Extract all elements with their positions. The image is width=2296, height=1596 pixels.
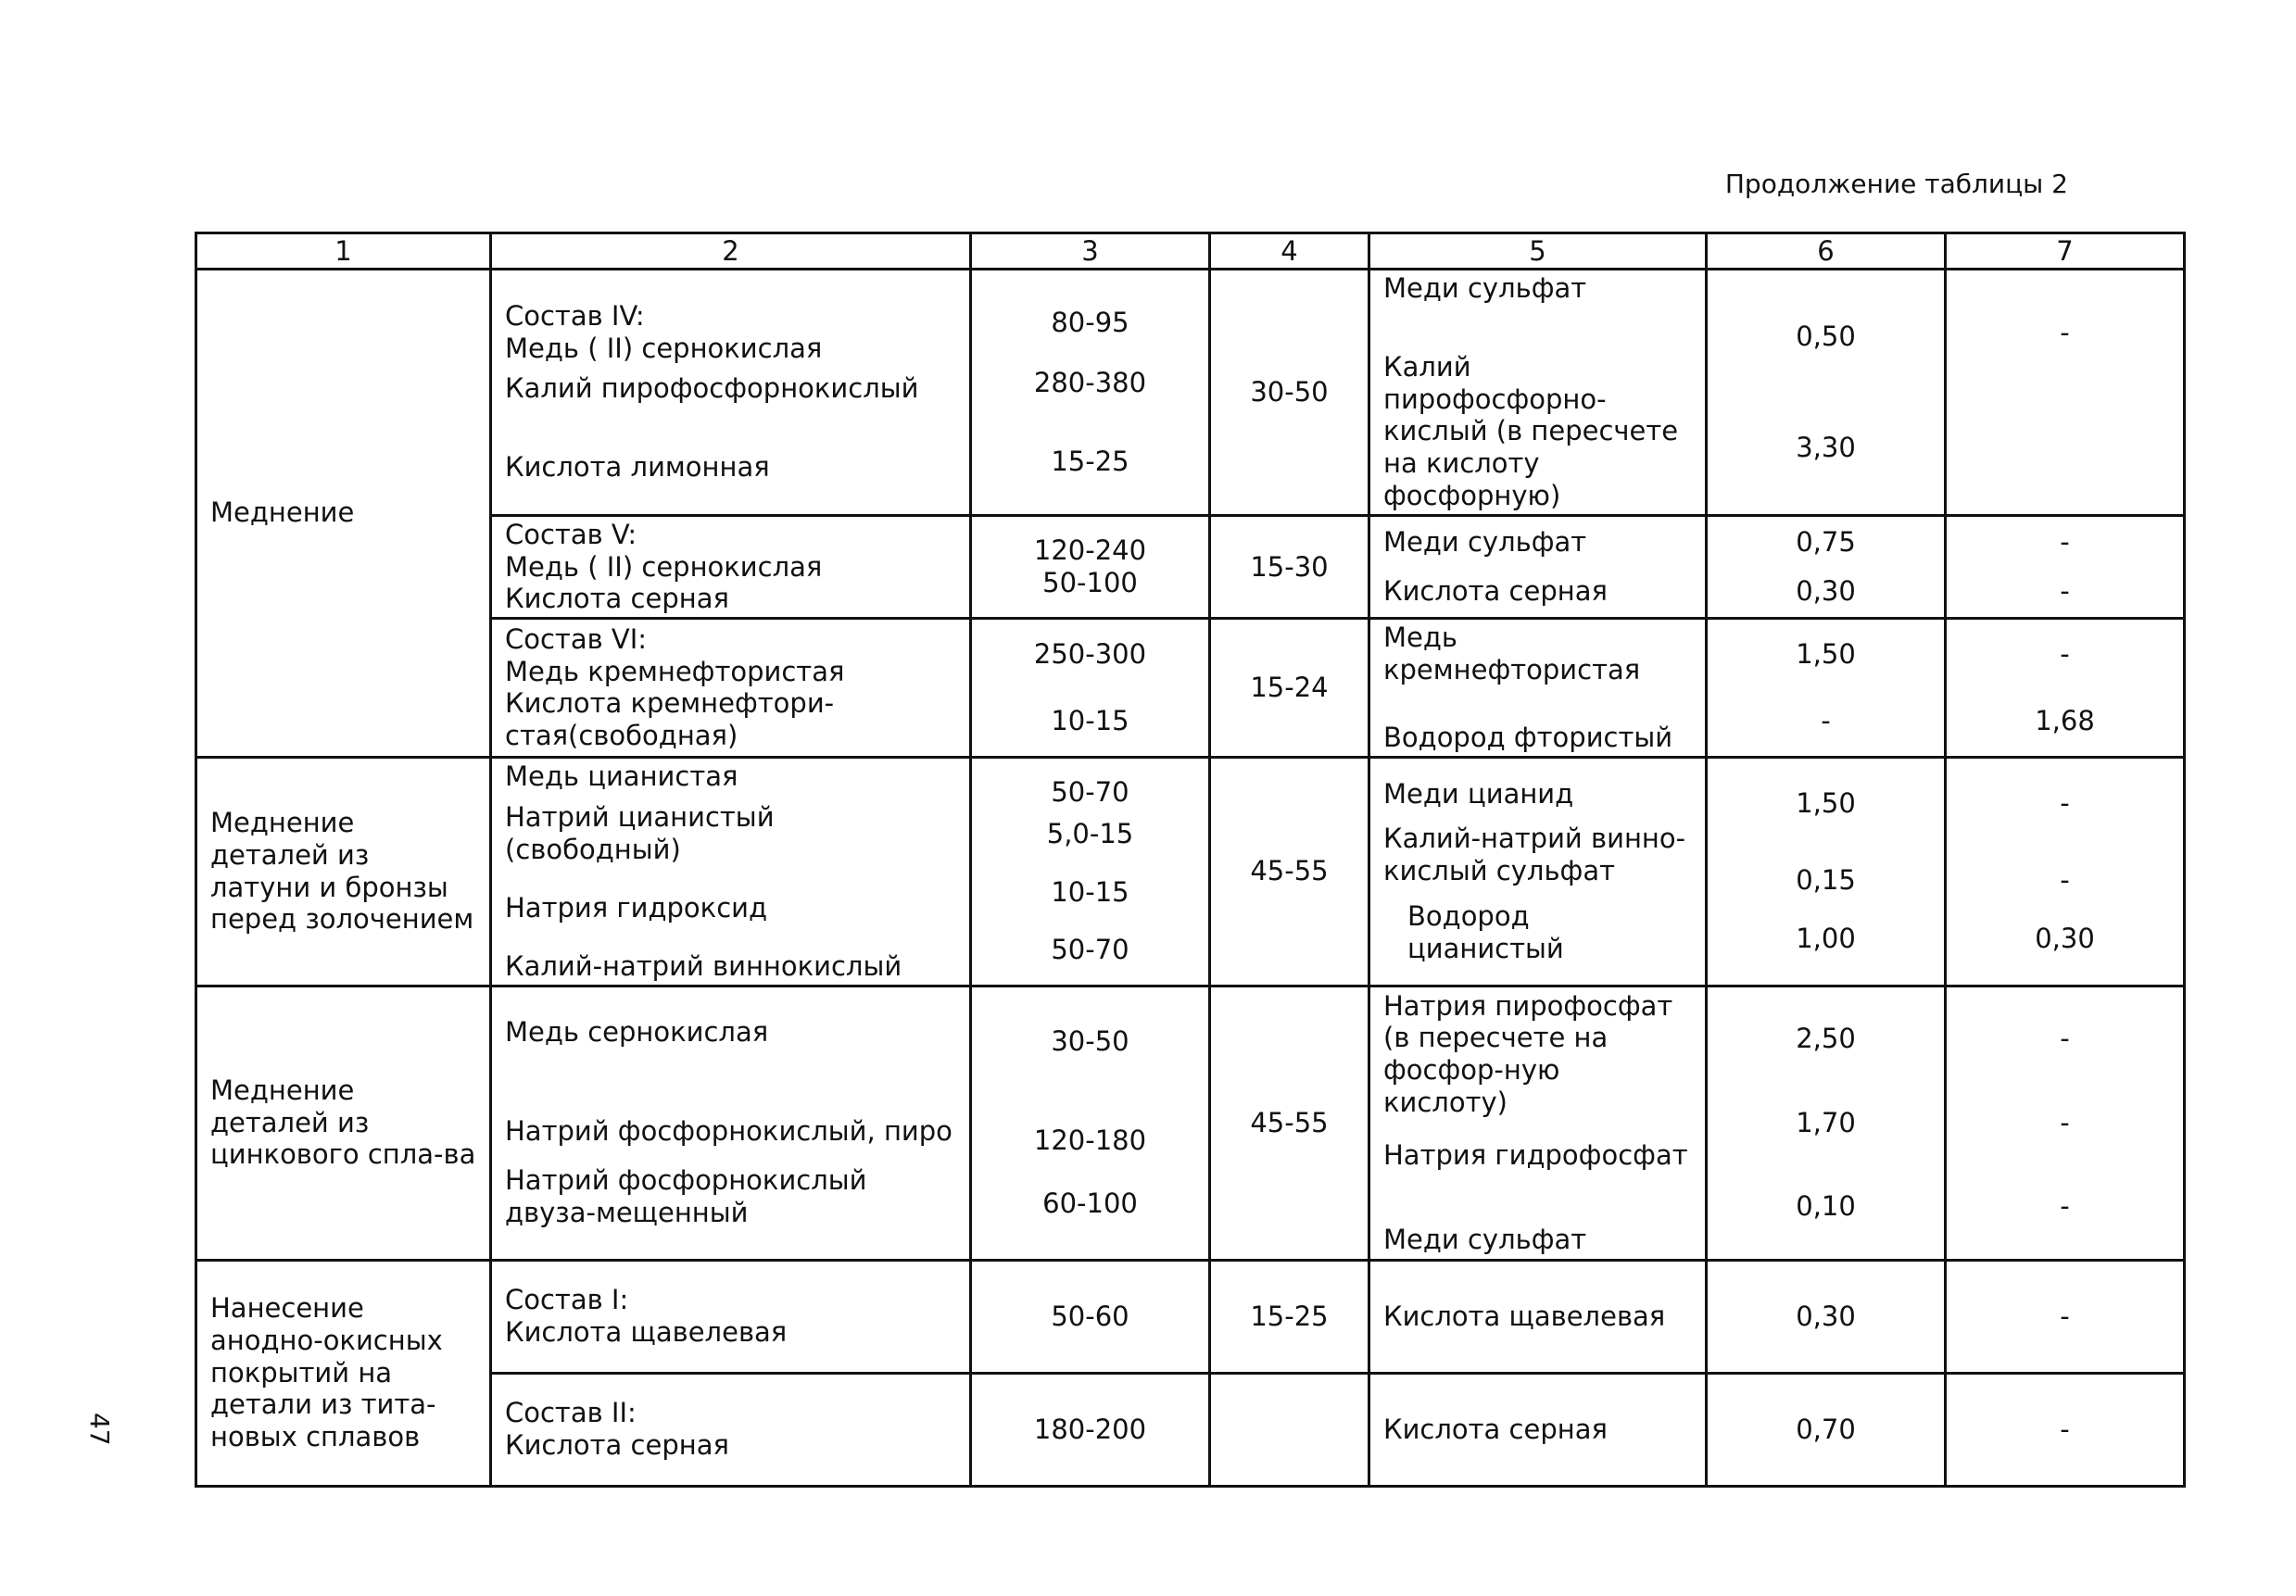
process-cell: Меднение деталей из латуни и бронзы перед золочением [196,757,491,986]
data-table [195,232,2186,1488]
value-cell [1707,619,1946,757]
composition-cell [491,757,971,986]
process-cell: Меднение деталей из цинкового спла-ва [196,986,491,1260]
component-name: Кислота щавелевая [505,1316,788,1349]
value7-cell [1946,515,2185,618]
emission-value7: 0,30 [2035,922,2095,954]
page-number: 47 [84,1413,115,1446]
column-header: 4 [1210,233,1369,270]
column-header: 6 [1707,233,1946,270]
component-name: Кислота лимонная [505,451,770,484]
emission-substance: Натрия пирофосфат (в пересчете на фосфор-ную кислоту) [1383,989,1673,1119]
emission-value7: - [2060,574,2070,607]
concentration-value: 80-95 [1051,306,1129,338]
value-cell [1707,986,1946,1260]
emission-substance: Водород фтористый [1383,721,1673,753]
temperature-cell: 45-55 [1210,757,1369,986]
temperature-cell: 15-25 [1210,1260,1369,1373]
concentration-cell: 50-60 [971,1260,1210,1373]
concentration-value: 120-240 [1033,534,1147,567]
substance-cell [1369,986,1707,1260]
emission-substance: Калий-натрий винно-кислый сульфат [1383,823,1686,887]
concentration-value: 10-15 [1051,705,1129,737]
emission-value: 3,30 [1796,431,1856,463]
emission-value: 1,00 [1796,922,1856,954]
composition-title: Состав V: [505,518,637,550]
composition-cell [491,270,971,516]
concentration-cell [971,986,1210,1260]
table-continuation-caption: Продолжение таблицы 2 [1724,169,2068,199]
value7-cell [1946,757,2185,986]
emission-substance: Водород цианистый [1407,899,1564,964]
component-name: Медь ( II) сернокислая [505,550,823,583]
emission-substance: Калий пирофосфорно-кислый (в пересчете на кислоту фосфорную) [1383,350,1679,511]
component-name: Кислота серная [505,583,729,615]
substance-cell [1369,757,1707,986]
concentration-cell: 180-200 [971,1373,1210,1486]
concentration-value: 5,0-15 [1046,817,1134,849]
emission-value7: - [2060,1106,2070,1138]
component-name: Калий пирофосфорнокислый [505,372,919,405]
component-name: Натрий фосфорнокислый, пиро [505,1115,952,1148]
value7-cell [1946,619,2185,757]
column-header: 1 [196,233,491,270]
table-row [196,986,2185,1260]
emission-value: 1,50 [1796,637,1856,670]
concentration-value: 280-380 [1033,366,1147,398]
table-row [196,619,2185,757]
emission-substance: Кислота серная [1383,574,1608,607]
temperature-cell: 15-24 [1210,619,1369,757]
concentration-value: 50-100 [1042,566,1138,598]
column-header: 5 [1369,233,1707,270]
concentration-cell [971,757,1210,986]
table-row [196,270,2185,516]
substance-cell [1369,515,1707,618]
component-name: Натрий цианистый (свободный) [505,801,775,866]
value7-cell [1946,270,2185,516]
temperature-cell: 15-30 [1210,515,1369,618]
emission-substance: Натрия гидрофосфат [1383,1138,1688,1171]
process-cell: Меднение [196,270,491,758]
emission-value7: - [2060,1022,2070,1054]
table-row [196,1373,2185,1486]
process-cell: Нанесение анодно-окисных покрытий на детали из тита-новых сплавов [196,1260,491,1486]
component-name: Медь кремнефтористая [505,655,845,687]
emission-value: 0,30 [1796,574,1856,607]
composition-title: Состав II: [505,1397,637,1429]
column-header: 7 [1946,233,2185,270]
component-name: Кислота кремнефтори-стая(свободная) [505,687,835,752]
composition-cell [491,986,971,1260]
concentration-value: 60-100 [1042,1188,1138,1220]
composition-cell [491,1260,971,1373]
composition-cell [491,1373,971,1486]
column-header: 3 [971,233,1210,270]
table-row [196,515,2185,618]
concentration-cell [971,619,1210,757]
concentration-value: 10-15 [1051,875,1129,908]
value-cell [1707,757,1946,986]
concentration-value: 30-50 [1051,1024,1129,1057]
emission-substance: Меди сульфат [1383,1223,1587,1255]
value-cell [1707,515,1946,618]
concentration-value: 120-180 [1033,1124,1147,1156]
composition-title: Состав VI: [505,622,648,655]
substance-cell [1369,619,1707,757]
component-name: Медь сернокислая [505,1016,769,1049]
temperature-cell [1210,1373,1369,1486]
emission-value: 0,15 [1796,864,1856,897]
component-name: Калий-натрий виннокислый [505,949,902,982]
temperature-cell: 45-55 [1210,986,1369,1260]
substance-cell: Кислота серная [1369,1373,1707,1486]
value-cell [1707,270,1946,516]
component-name: Натрия гидроксид [505,891,768,924]
value7-cell [1946,986,2185,1260]
emission-value7: - [2060,526,2070,559]
concentration-value: 15-25 [1051,445,1129,477]
table-row [196,1260,2185,1373]
component-name: Медь цианистая [505,760,738,792]
component-name: Медь ( II) сернокислая [505,333,823,365]
substance-cell: Кислота щавелевая [1369,1260,1707,1373]
concentration-value: 50-70 [1051,934,1129,966]
concentration-value: 250-300 [1033,637,1147,670]
concentration-value: 50-70 [1051,775,1129,808]
concentration-cell [971,515,1210,618]
concentration-cell [971,270,1210,516]
emission-value7: - [2060,637,2070,670]
emission-value: 0,10 [1796,1190,1856,1223]
emission-value: 2,50 [1796,1022,1856,1054]
emission-value: 1,70 [1796,1106,1856,1138]
value-cell: 0,30 [1707,1260,1946,1373]
emission-value7: - [2060,317,2070,348]
value7-cell: - [1946,1373,2185,1486]
composition-title: Состав I: [505,1284,629,1316]
emission-substance: Меди сульфат [1383,526,1587,559]
substance-cell [1369,270,1707,516]
emission-value7: 1,68 [2035,705,2095,737]
composition-title: Состав IV: [505,300,645,333]
table-row [196,757,2185,986]
emission-substance: Медь кремнефтористая [1383,622,1641,685]
value-cell: 0,70 [1707,1373,1946,1486]
emission-substance: Меди сульфат [1383,272,1587,304]
emission-value7: - [2060,864,2070,897]
composition-cell [491,515,971,618]
component-name: Натрий фосфорнокислый двуза-мещенный [505,1164,867,1228]
header-row [196,233,2185,270]
emission-substance: Меди цианид [1383,777,1574,810]
composition-cell [491,619,971,757]
component-name: Кислота серная [505,1429,729,1462]
emission-value7: - [2060,787,2070,820]
emission-value7: - [2060,1190,2070,1223]
temperature-cell: 30-50 [1210,270,1369,516]
emission-value: 0,50 [1796,320,1856,353]
value7-cell: - [1946,1260,2185,1373]
column-header: 2 [491,233,971,270]
emission-value: - [1821,705,1831,737]
emission-value: 0,75 [1796,526,1856,559]
emission-value: 1,50 [1796,787,1856,820]
